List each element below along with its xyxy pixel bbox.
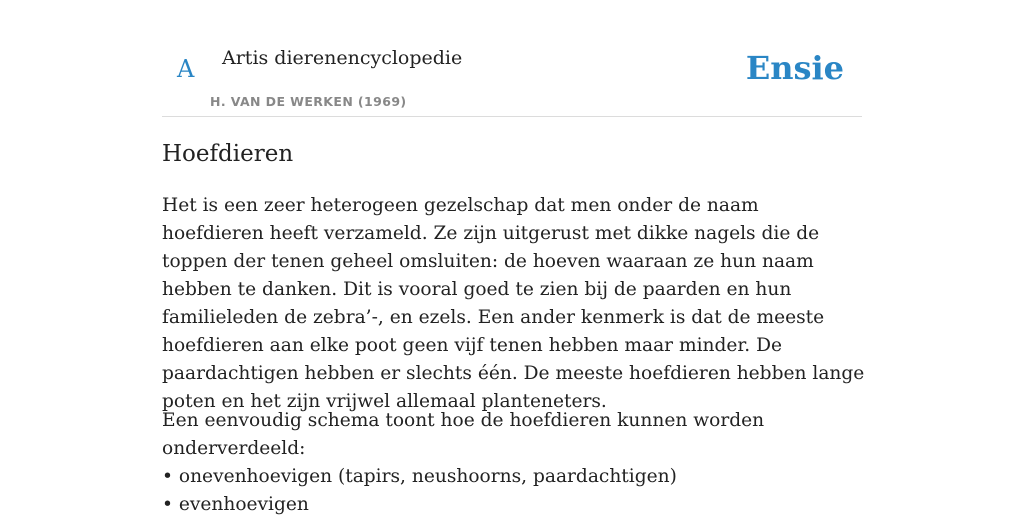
book-author: H. VAN DE WERKEN (1969) xyxy=(210,94,407,109)
article-title: Hoefdieren xyxy=(162,141,294,167)
article-paragraph: Een eenvoudig schema toont hoe de hoefdieren kunnen worden onderverdeeld: xyxy=(162,410,765,459)
article-paragraph: Het is een zeer heterogeen gezelschap dat men onder de naam hoefdieren heeft verzameld. Ze zijn uitgerust met dikke nagels die de toppen der tenen geheel omsluiten: de hoeven waaraan ze hun naam hebben te danken. Dit is vooral goed te zien bij de paarden en hun familieleden de zebra’-, en ezels. Een ander kenmerk is dat de meeste hoefdieren aan elke poot geen vijf tenen hebben maar minder. De paardachtigen hebben er slechts één. De meeste hoefdieren hebben lange poten en het zijn vrijwel allemaal planteneters. xyxy=(162,195,865,412)
list-item: • onevenhoevigen (tapirs, neushoorns, paardachtigen) xyxy=(162,463,677,491)
index-letter-link[interactable]: A xyxy=(177,55,195,83)
ensie-logo-link[interactable]: Ensie xyxy=(745,49,844,87)
article-page xyxy=(162,0,865,515)
subdivision-list xyxy=(162,463,677,519)
book-header xyxy=(162,0,862,117)
book-title-link[interactable]: Artis dierenencyclopedie xyxy=(222,47,463,69)
list-item: • evenhoevigen xyxy=(162,491,677,519)
